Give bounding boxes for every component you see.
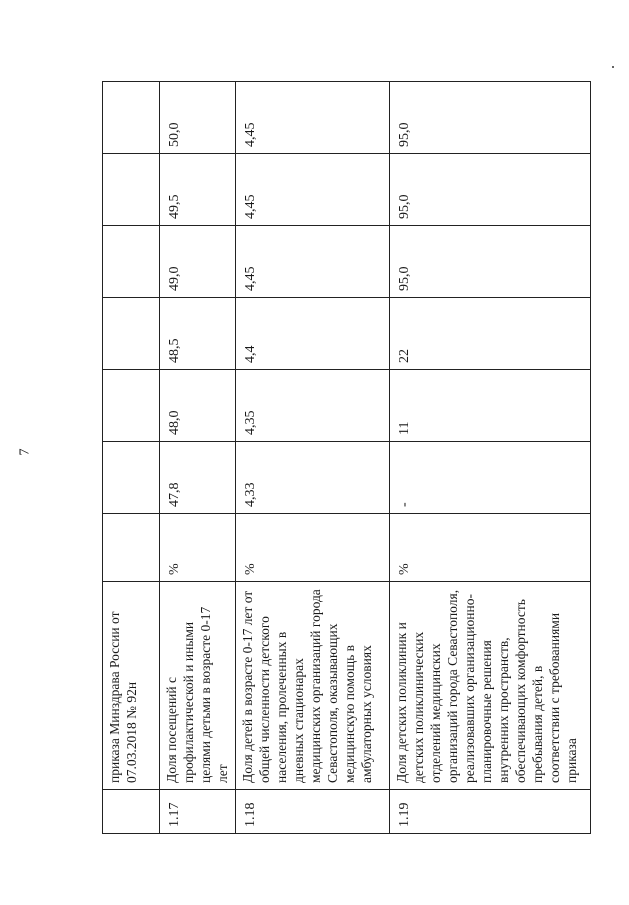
cell-unit (103, 514, 160, 582)
indicators-table (102, 81, 591, 834)
cell-value: 4,35 (236, 370, 390, 442)
cell-value: 49,0 (160, 226, 236, 298)
cell-value: 95,0 (390, 154, 591, 226)
cell-value: 11 (390, 370, 591, 442)
cell-unit: % (160, 514, 236, 582)
cell-value: 4,45 (236, 226, 390, 298)
cell-value: 48,0 (160, 370, 236, 442)
cell-value: 95,0 (390, 82, 591, 154)
cell-value: 49,5 (160, 154, 236, 226)
cell-value: 4,4 (236, 298, 390, 370)
cell-value: 95,0 (390, 226, 591, 298)
rotated-table-container (102, 82, 590, 834)
cell-unit: % (390, 514, 591, 582)
cell-value: 22 (390, 298, 591, 370)
cell-code: 1.19 (390, 790, 591, 834)
page-number: 7 (17, 448, 33, 456)
table-row (236, 82, 390, 834)
cell-value (103, 226, 160, 298)
cell-unit: % (236, 514, 390, 582)
cell-value: - (390, 442, 591, 514)
cell-value (103, 370, 160, 442)
cell-value (103, 442, 160, 514)
cell-text: Доля детских поликлиник и детских поликлинических отделений медицинских организаций города Севастополя, реализовавших организационно-планировочные решения внутренних пространств, обеспечивающих комфортность пребывания детей, в соответствии с требованиями приказа (390, 582, 591, 790)
cell-text: Доля детей в возрасте 0-17 лет от общей численности детского населения, пролеченных в дневных стационарах медицинских организаций города Севастополя, оказывающих медицинскую помощь в амбулаторных условиях (236, 582, 390, 790)
cell-value: 50,0 (160, 82, 236, 154)
speck (612, 66, 614, 68)
cell-text: приказа Минздрава России от 07.03.2018 № 92н (103, 582, 160, 790)
cell-value: 47,8 (160, 442, 236, 514)
cell-value: 4,45 (236, 154, 390, 226)
cell-value: 4,45 (236, 82, 390, 154)
cell-value (103, 154, 160, 226)
cell-value: 4,33 (236, 442, 390, 514)
cell-code (103, 790, 160, 834)
table-row (103, 82, 160, 834)
table-row (390, 82, 591, 834)
cell-value: 48,5 (160, 298, 236, 370)
cell-code: 1.18 (236, 790, 390, 834)
cell-value (103, 82, 160, 154)
cell-value (103, 298, 160, 370)
rotated-table (102, 82, 590, 834)
cell-text: Доля посещений с профилактической и иными целями детьми в возрасте 0-17 лет (160, 582, 236, 790)
cell-code: 1.17 (160, 790, 236, 834)
table-row (160, 82, 236, 834)
